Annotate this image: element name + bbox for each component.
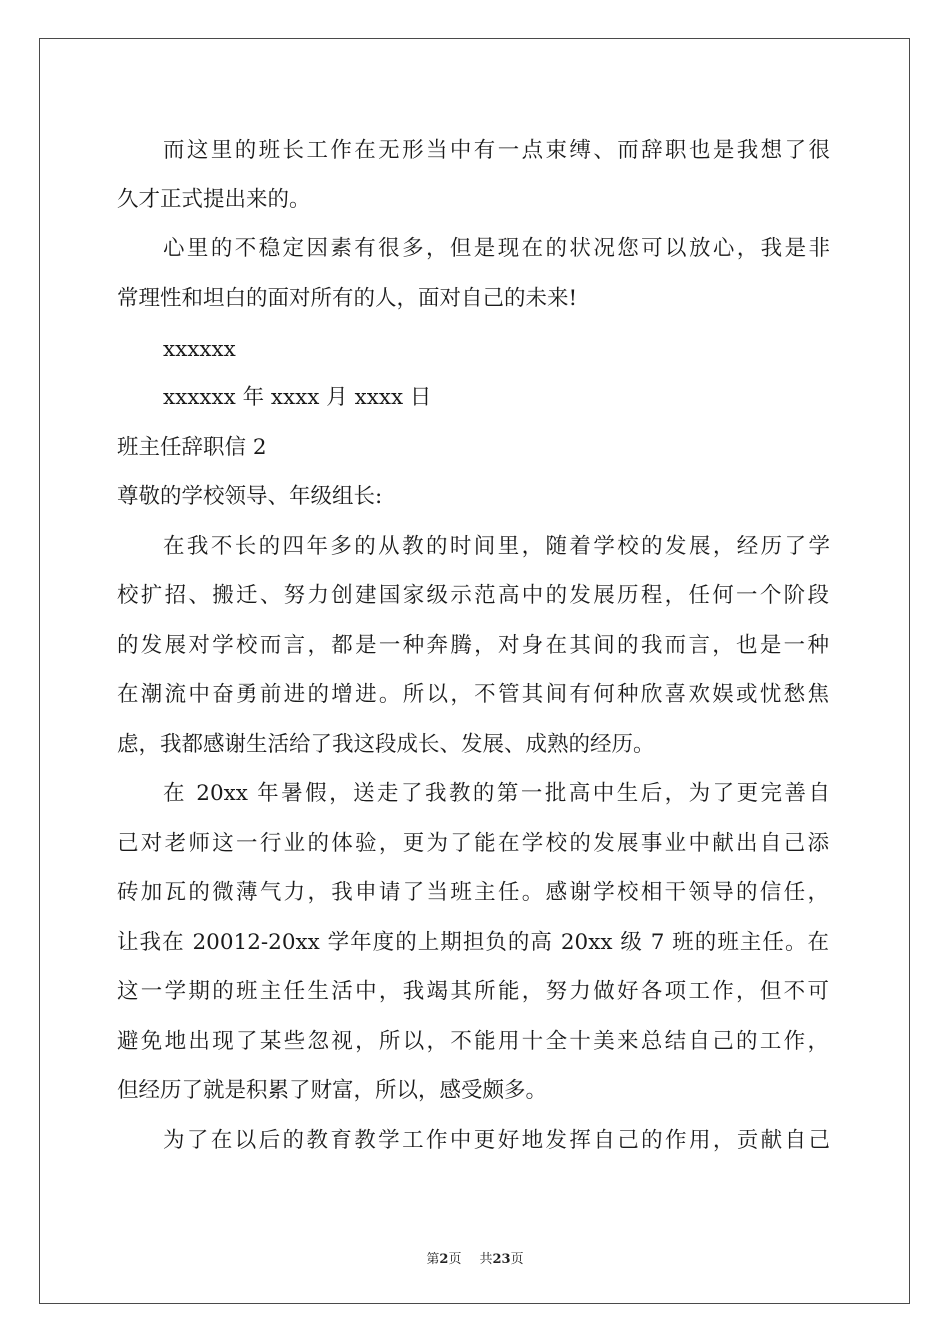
letter-heading: 班主任辞职信 2 — [117, 435, 267, 460]
total-suffix: 页 — [510, 1252, 524, 1267]
paragraph-4-line-6: 避免地出现了某些忽视，所以，不能用十全十美来总结自己的工作， — [117, 1029, 829, 1054]
page-footer — [0, 1248, 950, 1267]
total-prefix: 共 — [479, 1252, 493, 1267]
paragraph-4-line-4: 让我在 20012-20xx 学年度的上期担负的高 20xx 级 7 班的班主任。在 — [117, 930, 829, 955]
paragraph-3-line-2: 校扩招、搬迁、努力创建国家级示范高中的发展历程，任何一个阶段 — [117, 583, 829, 608]
page-border — [39, 38, 910, 1304]
paragraph-2-line-1: 心里的不稳定因素有很多，但是现在的状况您可以放心，我是非 — [163, 236, 830, 261]
paragraph-3-line-4: 在潮流中奋勇前进的增进。所以，不管其间有何种欣喜欢娱或忧愁焦 — [117, 682, 829, 707]
paragraph-4-line-1: 在 20xx 年暑假，送走了我教的第一批高中生后，为了更完善自 — [163, 781, 830, 806]
signature: xxxxxx — [163, 337, 236, 362]
paragraph-4-line-5: 这一学期的班主任生活中，我竭其所能，努力做好各项工作，但不可 — [117, 979, 829, 1004]
salutation: 尊敬的学校领导、年级组长: — [117, 484, 383, 509]
paragraph-3-line-3: 的发展对学校而言，都是一种奔腾，对身在其间的我而言，也是一种 — [117, 633, 829, 658]
paragraph-3-line-5: 虑，我都感谢生活给了我这段成长、发展、成熟的经历。 — [117, 732, 655, 757]
paragraph-1-line-1: 而这里的班长工作在无形当中有一点束缚、而辞职也是我想了很 — [163, 138, 830, 163]
paragraph-4-line-7: 但经历了就是积累了财富，所以，感受颇多。 — [117, 1078, 548, 1103]
paragraph-5-line-1: 为了在以后的教育教学工作中更好地发挥自己的作用，贡献自己 — [163, 1128, 830, 1153]
paragraph-4-line-2: 己对老师这一行业的体验，更为了能在学校的发展事业中献出自己添 — [117, 831, 829, 856]
paragraph-1-line-2: 久才正式提出来的。 — [117, 187, 311, 212]
page-number: 2 — [439, 1252, 449, 1267]
page-label-suffix: 页 — [448, 1252, 462, 1267]
paragraph-2-line-2: 常理性和坦白的面对所有的人，面对自己的未来! — [117, 286, 578, 311]
paragraph-3-line-1: 在我不长的四年多的从教的时间里，随着学校的发展，经历了学 — [163, 534, 830, 559]
paragraph-4-line-3: 砖加瓦的微薄气力，我申请了当班主任。感谢学校相干领导的信任， — [117, 880, 829, 905]
page-label-prefix: 第 — [426, 1252, 440, 1267]
date-line: xxxxxx 年 xxxx 月 xxxx 日 — [163, 385, 432, 410]
total-pages: 23 — [492, 1252, 511, 1267]
